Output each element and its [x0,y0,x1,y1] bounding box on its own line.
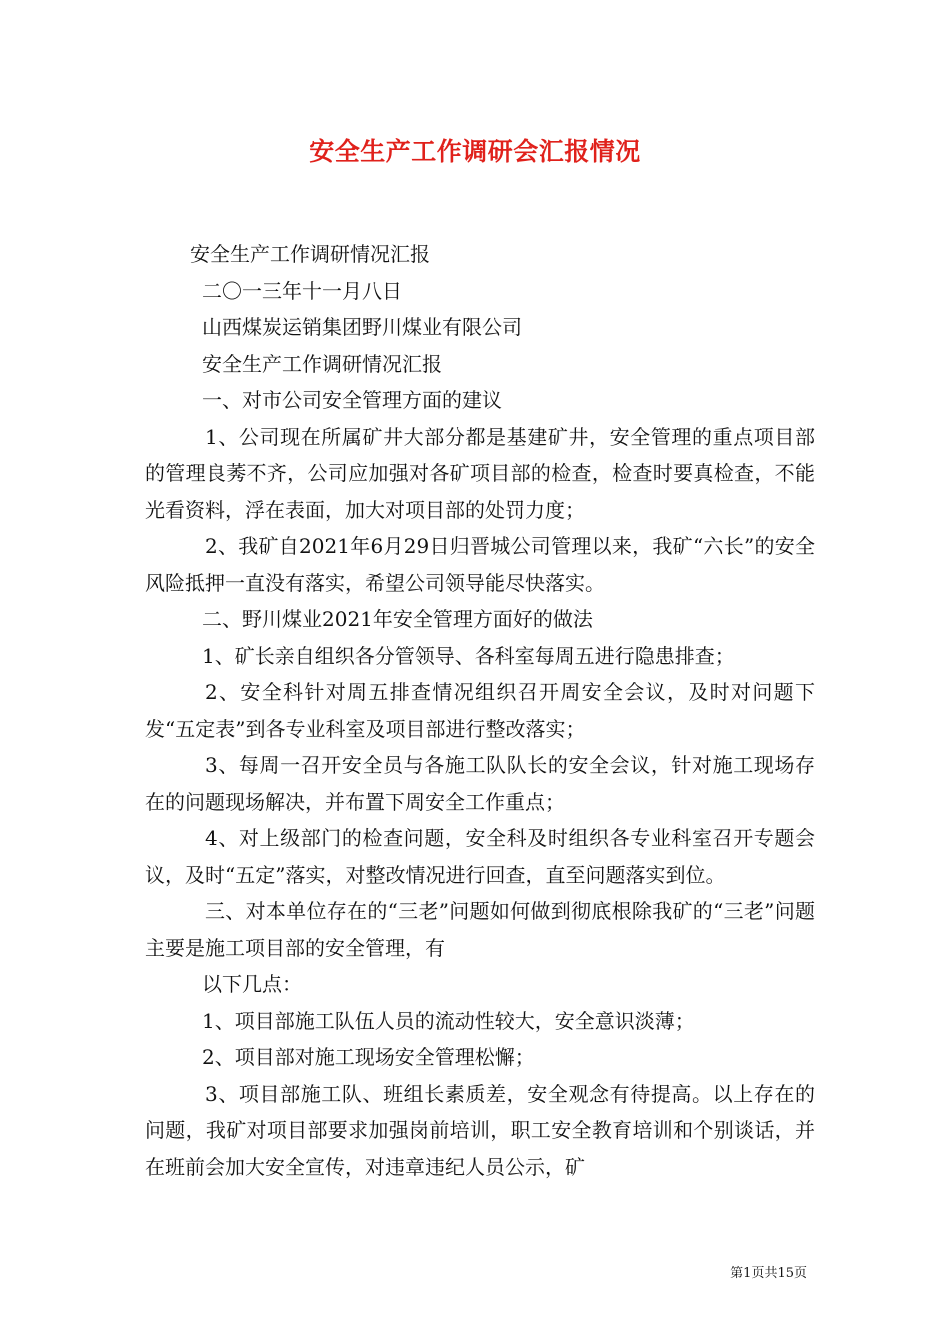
paragraph: 1、矿长亲自组织各分管领导、各科室每周五进行隐患排查； [202,643,735,668]
paragraph: 1、项目部施工队伍人员的流动性较大，安全意识淡薄； [202,1008,695,1033]
paragraph: 3、项目部施工队、班组长素质差，安全观念有待提高。以上存在的问题，我矿对项目部要求加强岗前培训，职工安全教育培训和个别谈话，并在班前会加大安全宣传，对违章违纪人员公示，矿 [145,1081,815,1179]
document-title: 安全生产工作调研会汇报情况 [309,137,641,166]
paragraph: 1、公司现在所属矿井大部分都是基建矿井，安全管理的重点项目部的管理良莠不齐，公司应加强对各矿项目部的检查，检查时要真检查，不能光看资料，浮在表面，加大对项目部的处罚力度； [145,424,815,522]
paragraph: 以下几点： [202,972,302,996]
document-body [145,236,815,1185]
paragraph: 2、项目部对施工现场安全管理松懈； [202,1045,535,1069]
section-heading: 三、对本单位存在的“三老”问题如何做到彻底根除我矿的“三老”问题主要是施工项目部的安全管理，有 [145,899,815,960]
page-number: 第1页共15页 [730,1266,807,1281]
paragraph: 3、每周一召开安全员与各施工队队长的安全会议，针对施工现场存在的问题现场解决，并布置下周安全工作重点； [145,753,815,814]
section-heading: 一、对市公司安全管理方面的建议 [202,388,502,412]
paragraph: 二〇一三年十一月八日 [202,278,402,303]
paragraph: 山西煤炭运销集团野川煤业有限公司 [202,315,522,339]
section-heading: 二、野川煤业2021年安全管理方面好的做法 [202,607,593,631]
paragraph: 2、我矿自2021年6月29日归晋城公司管理以来，我矿“六长”的安全风险抵押一直没有落实，希望公司领导能尽快落实。 [145,534,815,595]
paragraph: 安全生产工作调研情况汇报 [190,242,430,266]
paragraph: 4、对上级部门的检查问题，安全科及时组织各专业科室召开专题会议，及时“五定”落实，对整改情况进行回查，直至问题落实到位。 [145,826,815,887]
paragraph: 安全生产工作调研情况汇报 [202,351,442,376]
paragraph: 2、安全科针对周五排查情况组织召开周安全会议，及时对问题下发“五定表”到各专业科室及项目部进行整改落实； [145,680,815,741]
